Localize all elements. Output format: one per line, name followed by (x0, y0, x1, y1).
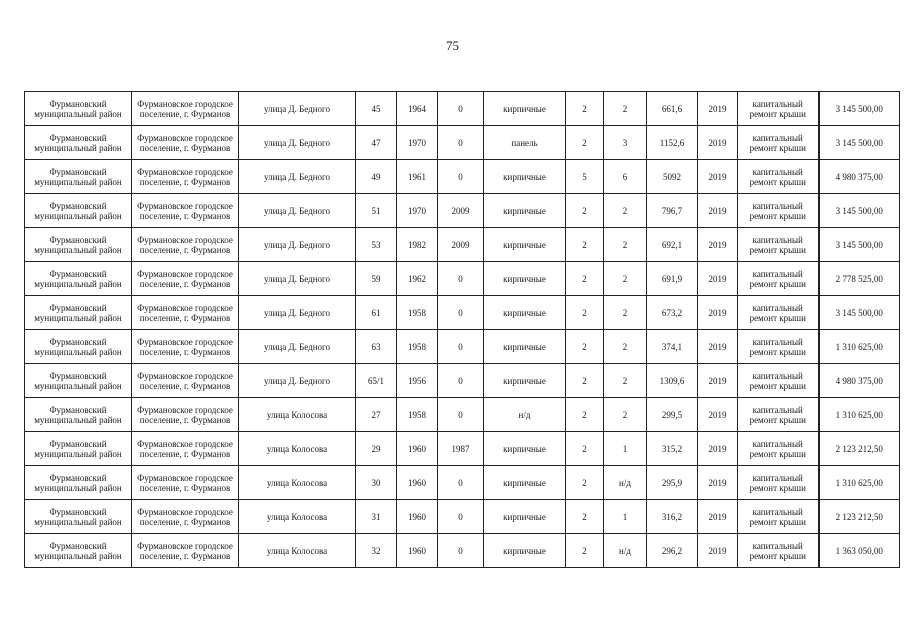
work-year-cell: 2019 (698, 228, 738, 262)
floors-cell: 5 (566, 160, 604, 194)
area-cell: 796,7 (647, 194, 698, 228)
house-number-cell: 45 (356, 92, 397, 126)
district-cell: Фурмановский муниципальный район (25, 432, 132, 466)
district-cell: Фурмановский муниципальный район (25, 92, 132, 126)
wall-material-cell: н/д (484, 398, 566, 432)
house-number-cell: 61 (356, 296, 397, 330)
work-type-cell: капитальный ремонт крыши (738, 398, 819, 432)
year-renovated-cell: 0 (438, 398, 484, 432)
floors-cell: 2 (566, 330, 604, 364)
area-cell: 1309,6 (647, 364, 698, 398)
floors-cell: 2 (566, 228, 604, 262)
area-cell: 295,9 (647, 466, 698, 500)
table-row (25, 262, 900, 296)
year-built-cell: 1960 (397, 500, 438, 534)
cost-cell: 1 363 050,00 (819, 534, 900, 568)
work-type-cell: капитальный ремонт крыши (738, 126, 819, 160)
district-cell: Фурмановский муниципальный район (25, 466, 132, 500)
street-cell: улица Д. Бедного (239, 262, 356, 296)
work-type-cell: капитальный ремонт крыши (738, 228, 819, 262)
area-cell: 374,1 (647, 330, 698, 364)
work-year-cell: 2019 (698, 364, 738, 398)
street-cell: улица Д. Бедного (239, 296, 356, 330)
entrances-cell: 2 (604, 364, 647, 398)
work-year-cell: 2019 (698, 160, 738, 194)
district-cell: Фурмановский муниципальный район (25, 296, 132, 330)
work-type-cell: капитальный ремонт крыши (738, 500, 819, 534)
floors-cell: 2 (566, 534, 604, 568)
entrances-cell: 3 (604, 126, 647, 160)
settlement-cell: Фурмановское городское поселение, г. Фурманов (132, 228, 239, 262)
settlement-cell: Фурмановское городское поселение, г. Фурманов (132, 92, 239, 126)
entrances-cell: 2 (604, 262, 647, 296)
street-cell: улица Д. Бедного (239, 194, 356, 228)
table-row (25, 126, 900, 160)
wall-material-cell: кирпичные (484, 160, 566, 194)
house-number-cell: 65/1 (356, 364, 397, 398)
wall-material-cell: кирпичные (484, 466, 566, 500)
wall-material-cell: кирпичные (484, 500, 566, 534)
house-number-cell: 49 (356, 160, 397, 194)
work-type-cell: капитальный ремонт крыши (738, 160, 819, 194)
house-number-cell: 30 (356, 466, 397, 500)
cost-cell: 3 145 500,00 (819, 126, 900, 160)
work-year-cell: 2019 (698, 398, 738, 432)
wall-material-cell: кирпичные (484, 92, 566, 126)
cost-cell: 3 145 500,00 (819, 228, 900, 262)
floors-cell: 2 (566, 296, 604, 330)
year-renovated-cell: 0 (438, 534, 484, 568)
house-number-cell: 47 (356, 126, 397, 160)
year-built-cell: 1956 (397, 364, 438, 398)
work-year-cell: 2019 (698, 432, 738, 466)
work-type-cell: капитальный ремонт крыши (738, 262, 819, 296)
settlement-cell: Фурмановское городское поселение, г. Фурманов (132, 534, 239, 568)
wall-material-cell: кирпичные (484, 432, 566, 466)
work-type-cell: капитальный ремонт крыши (738, 466, 819, 500)
street-cell: улица Д. Бедного (239, 92, 356, 126)
table-row (25, 364, 900, 398)
wall-material-cell: кирпичные (484, 296, 566, 330)
year-renovated-cell: 0 (438, 296, 484, 330)
wall-material-cell: кирпичные (484, 228, 566, 262)
settlement-cell: Фурмановское городское поселение, г. Фурманов (132, 330, 239, 364)
entrances-cell: 2 (604, 228, 647, 262)
work-type-cell: капитальный ремонт крыши (738, 296, 819, 330)
entrances-cell: 2 (604, 92, 647, 126)
cost-cell: 2 123 212,50 (819, 432, 900, 466)
settlement-cell: Фурмановское городское поселение, г. Фурманов (132, 126, 239, 160)
area-cell: 299,5 (647, 398, 698, 432)
street-cell: улица Д. Бедного (239, 364, 356, 398)
table-row (25, 398, 900, 432)
year-built-cell: 1982 (397, 228, 438, 262)
street-cell: улица Д. Бедного (239, 160, 356, 194)
work-type-cell: капитальный ремонт крыши (738, 92, 819, 126)
entrances-cell: 2 (604, 296, 647, 330)
work-year-cell: 2019 (698, 194, 738, 228)
cost-cell: 1 310 625,00 (819, 330, 900, 364)
house-number-cell: 31 (356, 500, 397, 534)
entrances-cell: 2 (604, 398, 647, 432)
cost-cell: 2 778 525,00 (819, 262, 900, 296)
year-renovated-cell: 0 (438, 466, 484, 500)
year-built-cell: 1960 (397, 466, 438, 500)
area-cell: 1152,6 (647, 126, 698, 160)
work-year-cell: 2019 (698, 262, 738, 296)
year-built-cell: 1960 (397, 432, 438, 466)
work-year-cell: 2019 (698, 330, 738, 364)
housing-registry-table (24, 91, 900, 568)
settlement-cell: Фурмановское городское поселение, г. Фурманов (132, 262, 239, 296)
work-type-cell: капитальный ремонт крыши (738, 534, 819, 568)
floors-cell: 2 (566, 92, 604, 126)
wall-material-cell: кирпичные (484, 364, 566, 398)
district-cell: Фурмановский муниципальный район (25, 160, 132, 194)
table-row (25, 160, 900, 194)
table-row (25, 534, 900, 568)
year-renovated-cell: 0 (438, 92, 484, 126)
wall-material-cell: кирпичные (484, 262, 566, 296)
cost-cell: 3 145 500,00 (819, 296, 900, 330)
settlement-cell: Фурмановское городское поселение, г. Фурманов (132, 466, 239, 500)
entrances-cell: 1 (604, 432, 647, 466)
year-renovated-cell: 2009 (438, 228, 484, 262)
work-type-cell: капитальный ремонт крыши (738, 194, 819, 228)
table-row (25, 228, 900, 262)
table-row (25, 500, 900, 534)
area-cell: 691,9 (647, 262, 698, 296)
district-cell: Фурмановский муниципальный район (25, 398, 132, 432)
floors-cell: 2 (566, 126, 604, 160)
district-cell: Фурмановский муниципальный район (25, 194, 132, 228)
area-cell: 316,2 (647, 500, 698, 534)
page-number: 75 (446, 38, 459, 53)
table-body (25, 92, 900, 568)
settlement-cell: Фурмановское городское поселение, г. Фурманов (132, 500, 239, 534)
year-renovated-cell: 0 (438, 364, 484, 398)
year-renovated-cell: 0 (438, 330, 484, 364)
year-renovated-cell: 2009 (438, 194, 484, 228)
settlement-cell: Фурмановское городское поселение, г. Фурманов (132, 296, 239, 330)
table-row (25, 296, 900, 330)
table-row (25, 92, 900, 126)
wall-material-cell: панель (484, 126, 566, 160)
year-renovated-cell: 0 (438, 262, 484, 296)
area-cell: 661,6 (647, 92, 698, 126)
work-year-cell: 2019 (698, 500, 738, 534)
area-cell: 692,1 (647, 228, 698, 262)
floors-cell: 2 (566, 364, 604, 398)
year-built-cell: 1961 (397, 160, 438, 194)
district-cell: Фурмановский муниципальный район (25, 364, 132, 398)
table-row (25, 432, 900, 466)
street-cell: улица Колосова (239, 466, 356, 500)
floors-cell: 2 (566, 398, 604, 432)
street-cell: улица Д. Бедного (239, 330, 356, 364)
work-year-cell: 2019 (698, 92, 738, 126)
house-number-cell: 29 (356, 432, 397, 466)
house-number-cell: 32 (356, 534, 397, 568)
year-renovated-cell: 0 (438, 126, 484, 160)
floors-cell: 2 (566, 500, 604, 534)
cost-cell: 4 980 375,00 (819, 160, 900, 194)
area-cell: 673,2 (647, 296, 698, 330)
year-built-cell: 1958 (397, 296, 438, 330)
street-cell: улица Колосова (239, 432, 356, 466)
street-cell: улица Д. Бедного (239, 126, 356, 160)
work-year-cell: 2019 (698, 296, 738, 330)
street-cell: улица Колосова (239, 398, 356, 432)
district-cell: Фурмановский муниципальный район (25, 330, 132, 364)
area-cell: 5092 (647, 160, 698, 194)
table-row (25, 194, 900, 228)
street-cell: улица Д. Бедного (239, 228, 356, 262)
entrances-cell: н/д (604, 466, 647, 500)
entrances-cell: н/д (604, 534, 647, 568)
house-number-cell: 51 (356, 194, 397, 228)
district-cell: Фурмановский муниципальный район (25, 126, 132, 160)
settlement-cell: Фурмановское городское поселение, г. Фурманов (132, 432, 239, 466)
work-type-cell: капитальный ремонт крыши (738, 330, 819, 364)
entrances-cell: 2 (604, 330, 647, 364)
table-row (25, 466, 900, 500)
wall-material-cell: кирпичные (484, 194, 566, 228)
district-cell: Фурмановский муниципальный район (25, 262, 132, 296)
work-type-cell: капитальный ремонт крыши (738, 364, 819, 398)
cost-cell: 1 310 625,00 (819, 398, 900, 432)
settlement-cell: Фурмановское городское поселение, г. Фурманов (132, 364, 239, 398)
settlement-cell: Фурмановское городское поселение, г. Фурманов (132, 398, 239, 432)
year-built-cell: 1970 (397, 126, 438, 160)
area-cell: 296,2 (647, 534, 698, 568)
district-cell: Фурмановский муниципальный район (25, 534, 132, 568)
cost-cell: 2 123 212,50 (819, 500, 900, 534)
entrances-cell: 1 (604, 500, 647, 534)
settlement-cell: Фурмановское городское поселение, г. Фурманов (132, 160, 239, 194)
year-renovated-cell: 0 (438, 500, 484, 534)
house-number-cell: 53 (356, 228, 397, 262)
entrances-cell: 2 (604, 194, 647, 228)
work-year-cell: 2019 (698, 534, 738, 568)
wall-material-cell: кирпичные (484, 534, 566, 568)
floors-cell: 2 (566, 466, 604, 500)
year-built-cell: 1962 (397, 262, 438, 296)
year-built-cell: 1958 (397, 330, 438, 364)
year-built-cell: 1958 (397, 398, 438, 432)
floors-cell: 2 (566, 194, 604, 228)
year-renovated-cell: 1987 (438, 432, 484, 466)
house-number-cell: 63 (356, 330, 397, 364)
work-type-cell: капитальный ремонт крыши (738, 432, 819, 466)
cost-cell: 3 145 500,00 (819, 92, 900, 126)
table-row (25, 330, 900, 364)
area-cell: 315,2 (647, 432, 698, 466)
settlement-cell: Фурмановское городское поселение, г. Фурманов (132, 194, 239, 228)
street-cell: улица Колосова (239, 500, 356, 534)
street-cell: улица Колосова (239, 534, 356, 568)
year-built-cell: 1964 (397, 92, 438, 126)
cost-cell: 4 980 375,00 (819, 364, 900, 398)
floors-cell: 2 (566, 262, 604, 296)
cost-cell: 1 310 625,00 (819, 466, 900, 500)
work-year-cell: 2019 (698, 126, 738, 160)
entrances-cell: 6 (604, 160, 647, 194)
floors-cell: 2 (566, 432, 604, 466)
cost-cell: 3 145 500,00 (819, 194, 900, 228)
year-built-cell: 1960 (397, 534, 438, 568)
house-number-cell: 59 (356, 262, 397, 296)
district-cell: Фурмановский муниципальный район (25, 500, 132, 534)
district-cell: Фурмановский муниципальный район (25, 228, 132, 262)
house-number-cell: 27 (356, 398, 397, 432)
work-year-cell: 2019 (698, 466, 738, 500)
year-renovated-cell: 0 (438, 160, 484, 194)
year-built-cell: 1970 (397, 194, 438, 228)
wall-material-cell: кирпичные (484, 330, 566, 364)
